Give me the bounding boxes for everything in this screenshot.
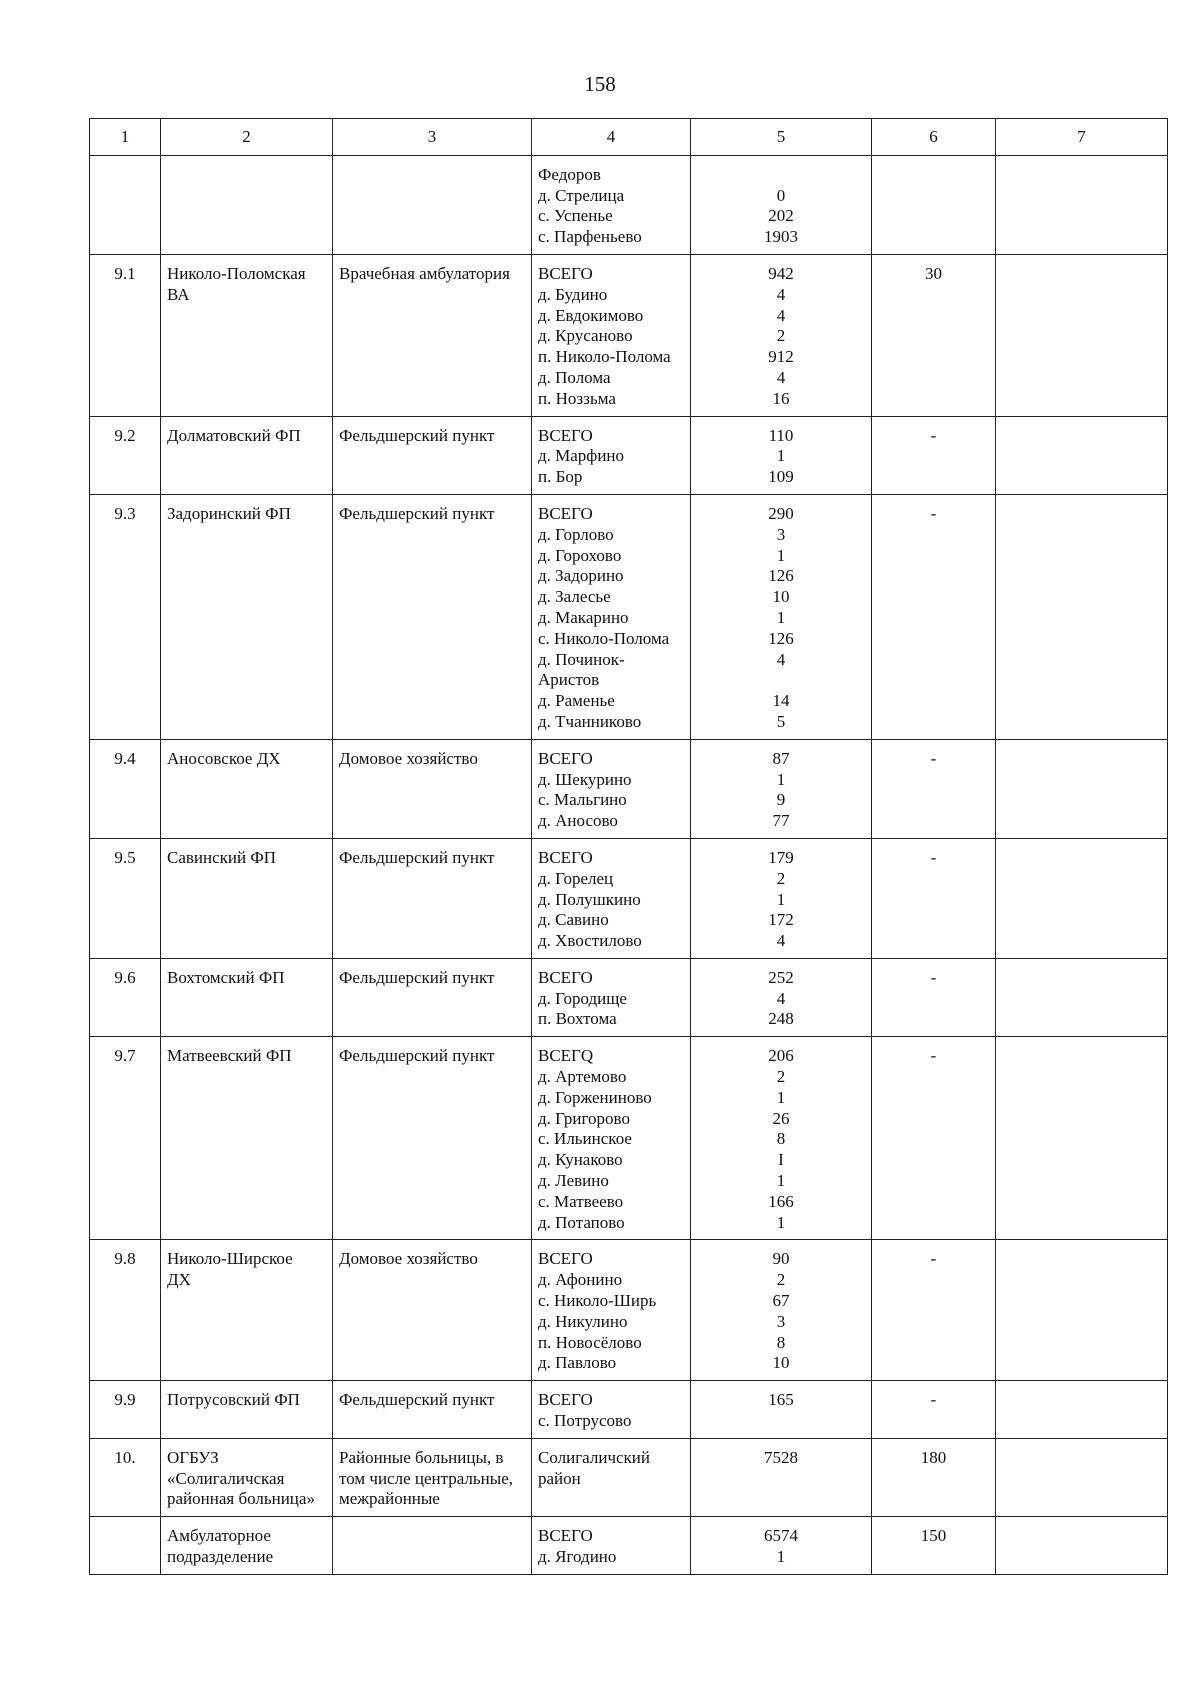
population-cell: [691, 739, 872, 838]
locality-cell: [532, 739, 691, 838]
facility-type-cell: [333, 155, 532, 254]
locality-line: Федоров: [538, 164, 601, 184]
facility-name-line: Амбулаторное: [167, 1526, 271, 1546]
column-7-cell: [996, 1438, 1168, 1516]
facility-name-cell: [161, 838, 333, 958]
row-number: 9.2: [114, 425, 136, 445]
facility-type-cell: [333, 1037, 532, 1240]
locality-line: ВСЕГО: [538, 1390, 593, 1410]
locality-line: п. Бор: [538, 467, 583, 487]
locality-line: с. Парфеньево: [538, 227, 642, 247]
table-row: [90, 1517, 1168, 1575]
row-number: 9.7: [114, 1046, 136, 1066]
table-row: [90, 739, 1168, 838]
column-7-cell: [996, 155, 1168, 254]
population-value: 1: [776, 446, 786, 466]
locality-line: с. Николо-Ширь: [538, 1291, 657, 1311]
column-number: 3: [333, 119, 532, 156]
beds-value: -: [930, 967, 937, 987]
row-number: 10.: [114, 1447, 136, 1467]
facility-type-line: Домовое хозяйство: [339, 748, 478, 768]
facility-name-cell: [161, 416, 333, 494]
population-value: 4: [776, 367, 786, 387]
locality-line: ВСЕГО: [538, 748, 593, 768]
column-number: 1: [90, 119, 161, 156]
locality-line: д. Залесье: [538, 587, 611, 607]
beds-cell: [872, 1381, 996, 1439]
table-row: [90, 838, 1168, 958]
population-value: 172: [768, 910, 794, 930]
row-number-cell: [90, 155, 161, 254]
population-value: 1: [776, 1087, 786, 1107]
locality-cell: [532, 1517, 691, 1575]
population-value: 165: [768, 1390, 794, 1410]
population-value: 67: [772, 1291, 790, 1311]
population-value: 1: [776, 1547, 786, 1567]
population-cell: [691, 254, 872, 416]
row-number-cell: [90, 958, 161, 1036]
locality-line: п. Новосёлово: [538, 1332, 642, 1352]
population-value: [697, 165, 865, 186]
population-value: 26: [772, 1108, 790, 1128]
facility-name-line: ОГБУЗ: [167, 1447, 219, 1467]
locality-cell: [532, 838, 691, 958]
population-value: 2: [776, 868, 786, 888]
population-cell: [691, 958, 872, 1036]
facility-type-cell: [333, 739, 532, 838]
population-value: 90: [772, 1249, 790, 1269]
row-number-cell: [90, 1037, 161, 1240]
facility-name-line: районная больница»: [167, 1489, 315, 1509]
beds-cell: [872, 958, 996, 1036]
table-row: [90, 1037, 1168, 1240]
population-value: 87: [772, 748, 790, 768]
population-value: 179: [768, 847, 794, 867]
row-number: 9.9: [114, 1390, 136, 1410]
population-cell: [691, 1381, 872, 1439]
locality-line: д. Артемово: [538, 1067, 627, 1087]
locality-cell: [532, 155, 691, 254]
population-cell: [691, 838, 872, 958]
locality-line: с. Мальгино: [538, 790, 627, 810]
locality-cell: [532, 1438, 691, 1516]
population-value: 7528: [764, 1447, 798, 1467]
locality-line: ВСЕГО: [538, 263, 593, 283]
facility-name-line: Матвеевский ФП: [167, 1046, 292, 1066]
table-row: [90, 958, 1168, 1036]
population-value: 10: [772, 587, 790, 607]
population-cell: [691, 1517, 872, 1575]
locality-line: д. Починок-: [538, 649, 625, 669]
locality-line: д. Марфино: [538, 446, 625, 466]
facility-type-line: Районные больницы, в: [339, 1447, 504, 1467]
locality-line: д. Будино: [538, 284, 608, 304]
facility-type-line: Фельдшерский пункт: [339, 425, 495, 445]
population-cell: [691, 416, 872, 494]
facility-name-cell: [161, 254, 333, 416]
population-value: 10: [772, 1353, 790, 1373]
population-value: 1: [776, 1212, 786, 1232]
beds-cell: [872, 494, 996, 739]
facility-name-cell: [161, 155, 333, 254]
population-value: 248: [768, 1009, 794, 1029]
facility-type-cell: [333, 1517, 532, 1575]
locality-line: д. Евдокимово: [538, 305, 644, 325]
beds-value: -: [930, 1390, 937, 1410]
beds-value: -: [930, 425, 937, 445]
locality-cell: [532, 494, 691, 739]
column-7-cell: [996, 254, 1168, 416]
population-value: 4: [776, 305, 786, 325]
locality-line: д. Ягодино: [538, 1547, 617, 1567]
population-value: 1: [776, 607, 786, 627]
population-cell: [691, 1037, 872, 1240]
column-7-cell: [996, 1517, 1168, 1575]
population-value: 126: [768, 566, 794, 586]
population-value: 16: [772, 388, 790, 408]
locality-cell: [532, 254, 691, 416]
column-7-cell: [996, 416, 1168, 494]
locality-line: д. Горлово: [538, 524, 614, 544]
locality-line: п. Вохтома: [538, 1009, 617, 1029]
locality-line: д. Никулино: [538, 1311, 628, 1331]
population-value: 0: [776, 185, 786, 205]
table-row: [90, 254, 1168, 416]
population-value: 1: [776, 889, 786, 909]
column-number: 7: [996, 119, 1168, 156]
population-cell: [691, 155, 872, 254]
population-value: 202: [768, 206, 794, 226]
population-value: 206: [768, 1046, 794, 1066]
locality-line: д. Горохово: [538, 545, 622, 565]
population-value: 14: [772, 691, 790, 711]
locality-line: д. Тчанниково: [538, 711, 642, 731]
facility-name-cell: [161, 1381, 333, 1439]
locality-line: д. Горелец: [538, 868, 614, 888]
population-value: 1903: [764, 227, 798, 247]
locality-line: д. Макарино: [538, 607, 629, 627]
facility-type-cell: [333, 958, 532, 1036]
population-value: 942: [768, 263, 794, 283]
beds-value: -: [930, 847, 937, 867]
row-number: 9.1: [114, 263, 136, 283]
row-number-cell: [90, 1240, 161, 1381]
locality-line: ВСЕГО: [538, 503, 593, 523]
population-value: 4: [776, 931, 786, 951]
population-value: 109: [768, 467, 794, 487]
population-value: 252: [768, 967, 794, 987]
population-value: 8: [776, 1129, 786, 1149]
table-row: [90, 416, 1168, 494]
population-value: 77: [772, 811, 790, 831]
beds-cell: [872, 1240, 996, 1381]
row-number: 9.8: [114, 1249, 136, 1269]
column-number-row: [90, 119, 1168, 156]
locality-line: п. Николо-Полома: [538, 347, 671, 367]
locality-line: д. Стрелица: [538, 185, 625, 205]
locality-line: Солигаличский: [538, 1447, 650, 1467]
population-value: 126: [768, 628, 794, 648]
locality-line: д. Полома: [538, 367, 611, 387]
beds-cell: [872, 838, 996, 958]
locality-line: д. Кунаково: [538, 1150, 623, 1170]
beds-cell: [872, 1517, 996, 1575]
facility-name-line: Потрусовский ФП: [167, 1390, 300, 1410]
beds-cell: [872, 1438, 996, 1516]
beds-value: -: [930, 1249, 937, 1269]
column-number: 4: [532, 119, 691, 156]
locality-line: д. Григорово: [538, 1108, 630, 1128]
row-number: 9.4: [114, 748, 136, 768]
facility-name-line: Николо-Ширское: [167, 1249, 293, 1269]
locality-cell: [532, 958, 691, 1036]
facility-name-line: ДХ: [167, 1270, 191, 1290]
facility-name-line: Долматовский ФП: [167, 425, 301, 445]
population-value: 3: [776, 1311, 786, 1331]
population-cell: [691, 1240, 872, 1381]
beds-value: 180: [920, 1447, 947, 1467]
facilities-table: [89, 118, 1168, 1575]
population-value: 4: [776, 649, 786, 669]
facility-type-cell: [333, 1381, 532, 1439]
column-7-cell: [996, 958, 1168, 1036]
row-number-cell: [90, 739, 161, 838]
locality-line: ВСЕГО: [538, 1526, 593, 1546]
population-value: 110: [768, 425, 794, 445]
locality-line: с. Потрусово: [538, 1411, 632, 1431]
population-cell: [691, 1438, 872, 1516]
column-number: 2: [161, 119, 333, 156]
facility-name-cell: [161, 1037, 333, 1240]
facility-type-line: Фельдшерский пункт: [339, 1046, 495, 1066]
locality-line: д. Аносово: [538, 811, 618, 831]
locality-cell: [532, 1381, 691, 1439]
locality-line: с. Николо-Полома: [538, 628, 670, 648]
facility-name-line: Задоринский ФП: [167, 503, 291, 523]
facility-name-cell: [161, 958, 333, 1036]
locality-line: д. Потапово: [538, 1212, 625, 1232]
facility-type-line: Фельдшерский пункт: [339, 1390, 495, 1410]
facility-name-cell: [161, 1240, 333, 1381]
locality-line: д. Левино: [538, 1171, 609, 1191]
population-value: [697, 1469, 865, 1490]
facility-type-cell: [333, 838, 532, 958]
population-value: 1: [776, 769, 786, 789]
column-number: 5: [691, 119, 872, 156]
population-value: 9: [776, 790, 786, 810]
locality-line: д. Павлово: [538, 1353, 617, 1373]
table-row: [90, 1438, 1168, 1516]
population-value: 2: [776, 1067, 786, 1087]
facility-type-cell: [333, 1240, 532, 1381]
beds-value: -: [930, 1046, 937, 1066]
row-number-cell: [90, 254, 161, 416]
locality-cell: [532, 1037, 691, 1240]
facility-name-line: ВА: [167, 284, 190, 304]
facility-type-line: Домовое хозяйство: [339, 1249, 478, 1269]
facility-name-line: подразделение: [167, 1547, 274, 1567]
facility-type-line: Фельдшерский пункт: [339, 503, 495, 523]
population-value: [697, 670, 865, 691]
locality-cell: [532, 1240, 691, 1381]
facility-type-line: Врачебная амбулатория: [339, 263, 510, 283]
table-row: [90, 155, 1168, 254]
population-value: 1: [776, 1171, 786, 1191]
population-value: 4: [776, 284, 786, 304]
facility-name-line: Савинский ФП: [167, 847, 277, 867]
facility-type-line: том числе центральные,: [339, 1468, 513, 1488]
facility-type-cell: [333, 416, 532, 494]
locality-cell: [532, 416, 691, 494]
column-7-cell: [996, 1381, 1168, 1439]
row-number-cell: [90, 1438, 161, 1516]
facility-type-cell: [333, 1438, 532, 1516]
locality-line: д. Раменье: [538, 691, 615, 711]
facility-name-line: Аносовское ДХ: [167, 748, 281, 768]
facility-name-line: Вохтомский ФП: [167, 967, 285, 987]
population-value: 2: [776, 1270, 786, 1290]
table-row: [90, 494, 1168, 739]
table-row: [90, 1240, 1168, 1381]
beds-cell: [872, 1037, 996, 1240]
population-value: 5: [776, 711, 786, 731]
beds-cell: [872, 416, 996, 494]
page-number: 158: [584, 72, 616, 96]
population-value: I: [778, 1150, 784, 1170]
beds-value: 150: [920, 1526, 947, 1546]
beds-cell: [872, 155, 996, 254]
facility-name-line: «Солигаличская: [167, 1468, 285, 1488]
facility-type-line: Фельдшерский пункт: [339, 967, 495, 987]
locality-line: д. Крусаново: [538, 326, 633, 346]
locality-line: д. Шекурино: [538, 769, 632, 789]
locality-line: д. Афонино: [538, 1270, 623, 1290]
column-number: 6: [872, 119, 996, 156]
population-value: 3: [776, 524, 786, 544]
locality-line: д. Хвостилово: [538, 931, 642, 951]
population-value: 166: [768, 1191, 794, 1211]
row-number: 9.6: [114, 967, 136, 987]
population-value: 290: [768, 503, 794, 523]
population-value: 1: [776, 545, 786, 565]
row-number-cell: [90, 416, 161, 494]
locality-line: п. Ноззьма: [538, 388, 616, 408]
beds-value: 30: [925, 263, 942, 283]
row-number-cell: [90, 838, 161, 958]
column-7-cell: [996, 739, 1168, 838]
locality-line: д. Задорино: [538, 566, 624, 586]
row-number: 9.3: [114, 503, 136, 523]
beds-value: -: [930, 503, 937, 523]
facility-name-cell: [161, 1517, 333, 1575]
beds-cell: [872, 739, 996, 838]
population-value: 2: [776, 326, 786, 346]
column-7-cell: [996, 838, 1168, 958]
population-value: 4: [776, 988, 786, 1008]
locality-line: район: [538, 1468, 581, 1488]
table-row: [90, 1381, 1168, 1439]
facility-name-cell: [161, 739, 333, 838]
locality-line: ВСЕГО: [538, 425, 593, 445]
facility-name-line: Николо-Поломская: [167, 263, 306, 283]
locality-line: д. Полушкино: [538, 889, 641, 909]
column-7-cell: [996, 1037, 1168, 1240]
row-number: 9.5: [114, 847, 136, 867]
locality-line: с. Матвеево: [538, 1191, 624, 1211]
facility-name-cell: [161, 494, 333, 739]
column-7-cell: [996, 1240, 1168, 1381]
locality-line: ВСЕГQ: [538, 1046, 594, 1066]
locality-line: Аристов: [538, 670, 600, 690]
population-value: 8: [776, 1332, 786, 1352]
table-body: [90, 119, 1168, 1575]
row-number-cell: [90, 1381, 161, 1439]
locality-line: ВСЕГО: [538, 847, 593, 867]
population-value: 912: [768, 347, 794, 367]
locality-line: ВСЕГО: [538, 967, 593, 987]
population-value: 6574: [764, 1526, 798, 1546]
locality-line: с. Успенье: [538, 206, 613, 226]
row-number-cell: [90, 1517, 161, 1575]
facility-type-cell: [333, 254, 532, 416]
locality-line: д. Горжениново: [538, 1087, 652, 1107]
locality-line: ВСЕГО: [538, 1249, 593, 1269]
facility-type-line: межрайонные: [339, 1489, 440, 1509]
column-7-cell: [996, 494, 1168, 739]
beds-cell: [872, 254, 996, 416]
locality-line: с. Ильинское: [538, 1129, 632, 1149]
facility-type-cell: [333, 494, 532, 739]
facility-name-cell: [161, 1438, 333, 1516]
row-number-cell: [90, 494, 161, 739]
locality-line: д. Городище: [538, 988, 627, 1008]
facility-type-line: Фельдшерский пункт: [339, 847, 495, 867]
locality-line: д. Савино: [538, 910, 609, 930]
population-value: [697, 1411, 865, 1432]
population-cell: [691, 494, 872, 739]
beds-value: -: [930, 748, 937, 768]
